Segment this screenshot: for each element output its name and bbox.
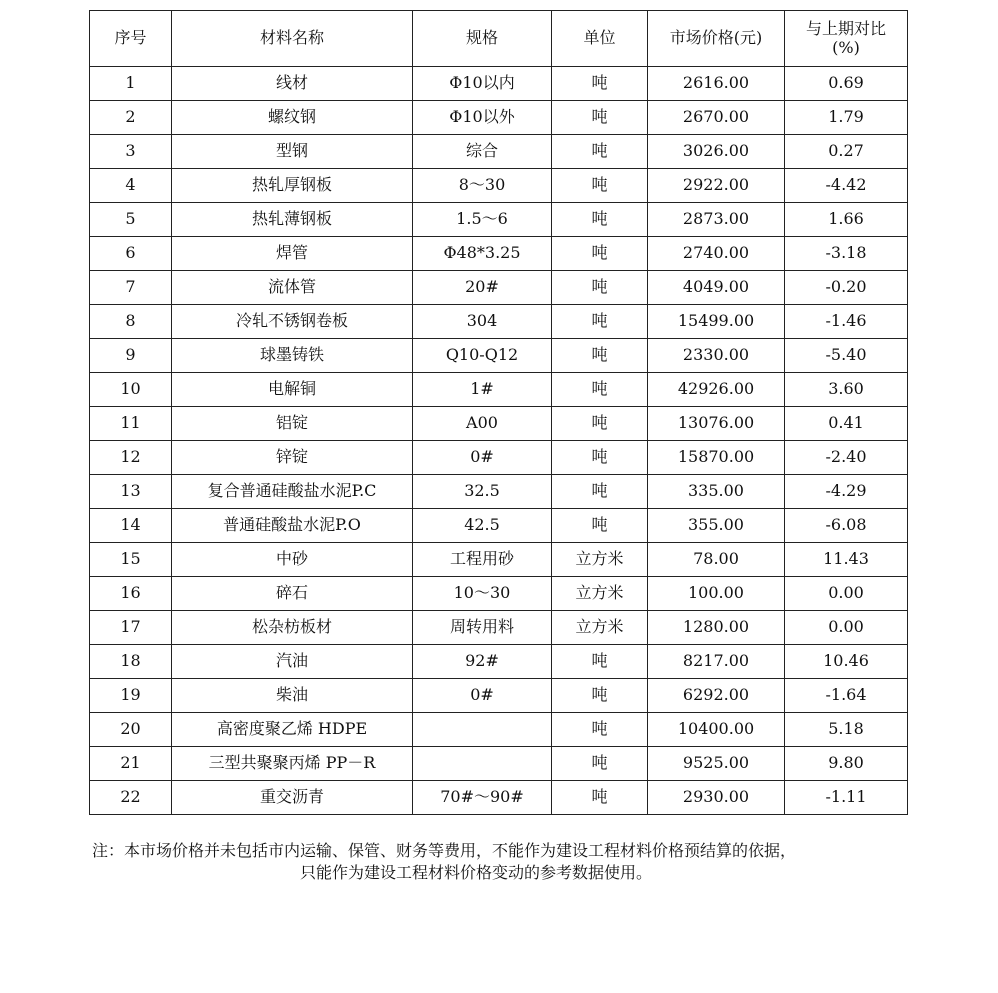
cell-index: 4 — [90, 169, 172, 203]
header-spec: 规格 — [413, 11, 552, 67]
table-row — [90, 713, 908, 747]
cell-unit: 吨 — [552, 237, 648, 271]
cell-spec — [413, 713, 552, 747]
cell-change: -3.18 — [785, 237, 908, 271]
cell-spec: 1# — [413, 373, 552, 407]
table-row — [90, 203, 908, 237]
footnote-line-1: 注：本市场价格并未包括市内运输、保管、财务等费用，不能作为建设工程材料价格预结算的依据， — [92, 841, 797, 860]
cell-index: 2 — [90, 101, 172, 135]
cell-price: 9525.00 — [648, 747, 785, 781]
header-name: 材料名称 — [172, 11, 413, 67]
header-change-line2: (%) — [832, 37, 860, 57]
table-row — [90, 577, 908, 611]
cell-spec: 10～30 — [413, 577, 552, 611]
cell-index: 19 — [90, 679, 172, 713]
cell-spec: 92# — [413, 645, 552, 679]
cell-name: 碎石 — [172, 577, 413, 611]
cell-unit: 吨 — [552, 271, 648, 305]
header-change-line1: 与上期对比 — [805, 19, 886, 39]
table-row — [90, 781, 908, 815]
table-row — [90, 543, 908, 577]
cell-index: 8 — [90, 305, 172, 339]
cell-spec: 304 — [413, 305, 552, 339]
cell-price: 2930.00 — [648, 781, 785, 815]
cell-spec: A00 — [413, 407, 552, 441]
cell-price: 42926.00 — [648, 373, 785, 407]
cell-index: 18 — [90, 645, 172, 679]
cell-name: 热轧厚钢板 — [172, 169, 413, 203]
cell-index: 9 — [90, 339, 172, 373]
cell-change: 11.43 — [785, 543, 908, 577]
cell-price: 13076.00 — [648, 407, 785, 441]
cell-spec: 0# — [413, 441, 552, 475]
cell-unit: 吨 — [552, 713, 648, 747]
header-change — [785, 11, 908, 67]
table-row — [90, 679, 908, 713]
cell-unit: 立方米 — [552, 611, 648, 645]
table-row — [90, 509, 908, 543]
header-index: 序号 — [90, 11, 172, 67]
cell-spec: 1.5～6 — [413, 203, 552, 237]
cell-price: 2670.00 — [648, 101, 785, 135]
table-body — [90, 67, 908, 815]
cell-change: 0.41 — [785, 407, 908, 441]
cell-index: 13 — [90, 475, 172, 509]
cell-name: 流体管 — [172, 271, 413, 305]
cell-unit: 吨 — [552, 747, 648, 781]
table-row — [90, 407, 908, 441]
cell-index: 21 — [90, 747, 172, 781]
cell-price: 6292.00 — [648, 679, 785, 713]
cell-change: 3.60 — [785, 373, 908, 407]
cell-name: 松杂枋板材 — [172, 611, 413, 645]
cell-index: 22 — [90, 781, 172, 815]
cell-change: -2.40 — [785, 441, 908, 475]
cell-name: 重交沥青 — [172, 781, 413, 815]
table-row — [90, 611, 908, 645]
table-row — [90, 101, 908, 135]
header-unit: 单位 — [552, 11, 648, 67]
cell-price: 2616.00 — [648, 67, 785, 101]
cell-index: 12 — [90, 441, 172, 475]
cell-change: 1.66 — [785, 203, 908, 237]
cell-index: 1 — [90, 67, 172, 101]
cell-spec: 工程用砂 — [413, 543, 552, 577]
cell-price: 2922.00 — [648, 169, 785, 203]
cell-price: 10400.00 — [648, 713, 785, 747]
cell-unit: 吨 — [552, 645, 648, 679]
cell-change: -1.46 — [785, 305, 908, 339]
cell-spec — [413, 747, 552, 781]
cell-spec: 70#～90# — [413, 781, 552, 815]
table-row — [90, 305, 908, 339]
cell-price: 2873.00 — [648, 203, 785, 237]
cell-change: 5.18 — [785, 713, 908, 747]
cell-price: 2330.00 — [648, 339, 785, 373]
cell-spec: Φ10以外 — [413, 101, 552, 135]
cell-name: 复合普通硅酸盐水泥P.C — [172, 475, 413, 509]
cell-index: 11 — [90, 407, 172, 441]
cell-unit: 吨 — [552, 169, 648, 203]
cell-change: -5.40 — [785, 339, 908, 373]
cell-price: 355.00 — [648, 509, 785, 543]
table-row — [90, 67, 908, 101]
cell-index: 17 — [90, 611, 172, 645]
cell-unit: 吨 — [552, 305, 648, 339]
footnote — [92, 840, 922, 884]
cell-price: 15499.00 — [648, 305, 785, 339]
cell-spec: Φ48*3.25 — [413, 237, 552, 271]
cell-index: 16 — [90, 577, 172, 611]
table-row — [90, 645, 908, 679]
cell-name: 普通硅酸盐水泥P.O — [172, 509, 413, 543]
cell-change: 9.80 — [785, 747, 908, 781]
cell-spec: 8～30 — [413, 169, 552, 203]
cell-change: -0.20 — [785, 271, 908, 305]
cell-unit: 吨 — [552, 373, 648, 407]
cell-name: 柴油 — [172, 679, 413, 713]
cell-index: 20 — [90, 713, 172, 747]
cell-price: 1280.00 — [648, 611, 785, 645]
cell-name: 电解铜 — [172, 373, 413, 407]
table-row — [90, 441, 908, 475]
cell-change: -4.42 — [785, 169, 908, 203]
price-table — [89, 10, 908, 815]
cell-price: 15870.00 — [648, 441, 785, 475]
cell-price: 4049.00 — [648, 271, 785, 305]
cell-price: 335.00 — [648, 475, 785, 509]
table-row — [90, 339, 908, 373]
cell-spec: 20# — [413, 271, 552, 305]
cell-unit: 吨 — [552, 135, 648, 169]
cell-unit: 吨 — [552, 339, 648, 373]
cell-change: -4.29 — [785, 475, 908, 509]
cell-index: 10 — [90, 373, 172, 407]
cell-change: 0.69 — [785, 67, 908, 101]
cell-unit: 吨 — [552, 203, 648, 237]
cell-name: 锌锭 — [172, 441, 413, 475]
cell-unit: 吨 — [552, 67, 648, 101]
cell-name: 冷轧不锈钢卷板 — [172, 305, 413, 339]
cell-index: 6 — [90, 237, 172, 271]
cell-spec: 42.5 — [413, 509, 552, 543]
cell-name: 热轧薄钢板 — [172, 203, 413, 237]
table-row — [90, 475, 908, 509]
cell-name: 中砂 — [172, 543, 413, 577]
table-row — [90, 237, 908, 271]
cell-unit: 吨 — [552, 441, 648, 475]
cell-name: 三型共聚聚丙烯 PP－R — [172, 747, 413, 781]
cell-change: 0.00 — [785, 577, 908, 611]
cell-index: 15 — [90, 543, 172, 577]
cell-unit: 立方米 — [552, 577, 648, 611]
cell-index: 14 — [90, 509, 172, 543]
cell-name: 型钢 — [172, 135, 413, 169]
cell-name: 螺纹钢 — [172, 101, 413, 135]
cell-change: -1.11 — [785, 781, 908, 815]
cell-change: 1.79 — [785, 101, 908, 135]
table-row — [90, 169, 908, 203]
cell-unit: 吨 — [552, 101, 648, 135]
cell-spec: Φ10以内 — [413, 67, 552, 101]
cell-name: 高密度聚乙烯 HDPE — [172, 713, 413, 747]
cell-unit: 吨 — [552, 781, 648, 815]
cell-name: 焊管 — [172, 237, 413, 271]
cell-unit: 立方米 — [552, 543, 648, 577]
cell-unit: 吨 — [552, 679, 648, 713]
table-row — [90, 373, 908, 407]
cell-price: 3026.00 — [648, 135, 785, 169]
cell-spec: 周转用料 — [413, 611, 552, 645]
cell-price: 2740.00 — [648, 237, 785, 271]
cell-name: 线材 — [172, 67, 413, 101]
cell-change: -1.64 — [785, 679, 908, 713]
cell-price: 8217.00 — [648, 645, 785, 679]
cell-name: 汽油 — [172, 645, 413, 679]
cell-unit: 吨 — [552, 475, 648, 509]
cell-index: 5 — [90, 203, 172, 237]
cell-unit: 吨 — [552, 407, 648, 441]
cell-change: 10.46 — [785, 645, 908, 679]
cell-price: 100.00 — [648, 577, 785, 611]
cell-spec: 0# — [413, 679, 552, 713]
cell-change: 0.00 — [785, 611, 908, 645]
table-row — [90, 747, 908, 781]
cell-name: 铝锭 — [172, 407, 413, 441]
table-row — [90, 135, 908, 169]
cell-unit: 吨 — [552, 509, 648, 543]
cell-spec: 32.5 — [413, 475, 552, 509]
cell-change: -6.08 — [785, 509, 908, 543]
cell-spec: 综合 — [413, 135, 552, 169]
cell-index: 7 — [90, 271, 172, 305]
table-row — [90, 271, 908, 305]
header-price: 市场价格(元) — [648, 11, 785, 67]
cell-price: 78.00 — [648, 543, 785, 577]
header-row — [90, 11, 908, 67]
cell-index: 3 — [90, 135, 172, 169]
footnote-line-2: 只能作为建设工程材料价格变动的参考数据使用。 — [300, 863, 653, 882]
cell-change: 0.27 — [785, 135, 908, 169]
cell-spec: Q10-Q12 — [413, 339, 552, 373]
cell-name: 球墨铸铁 — [172, 339, 413, 373]
